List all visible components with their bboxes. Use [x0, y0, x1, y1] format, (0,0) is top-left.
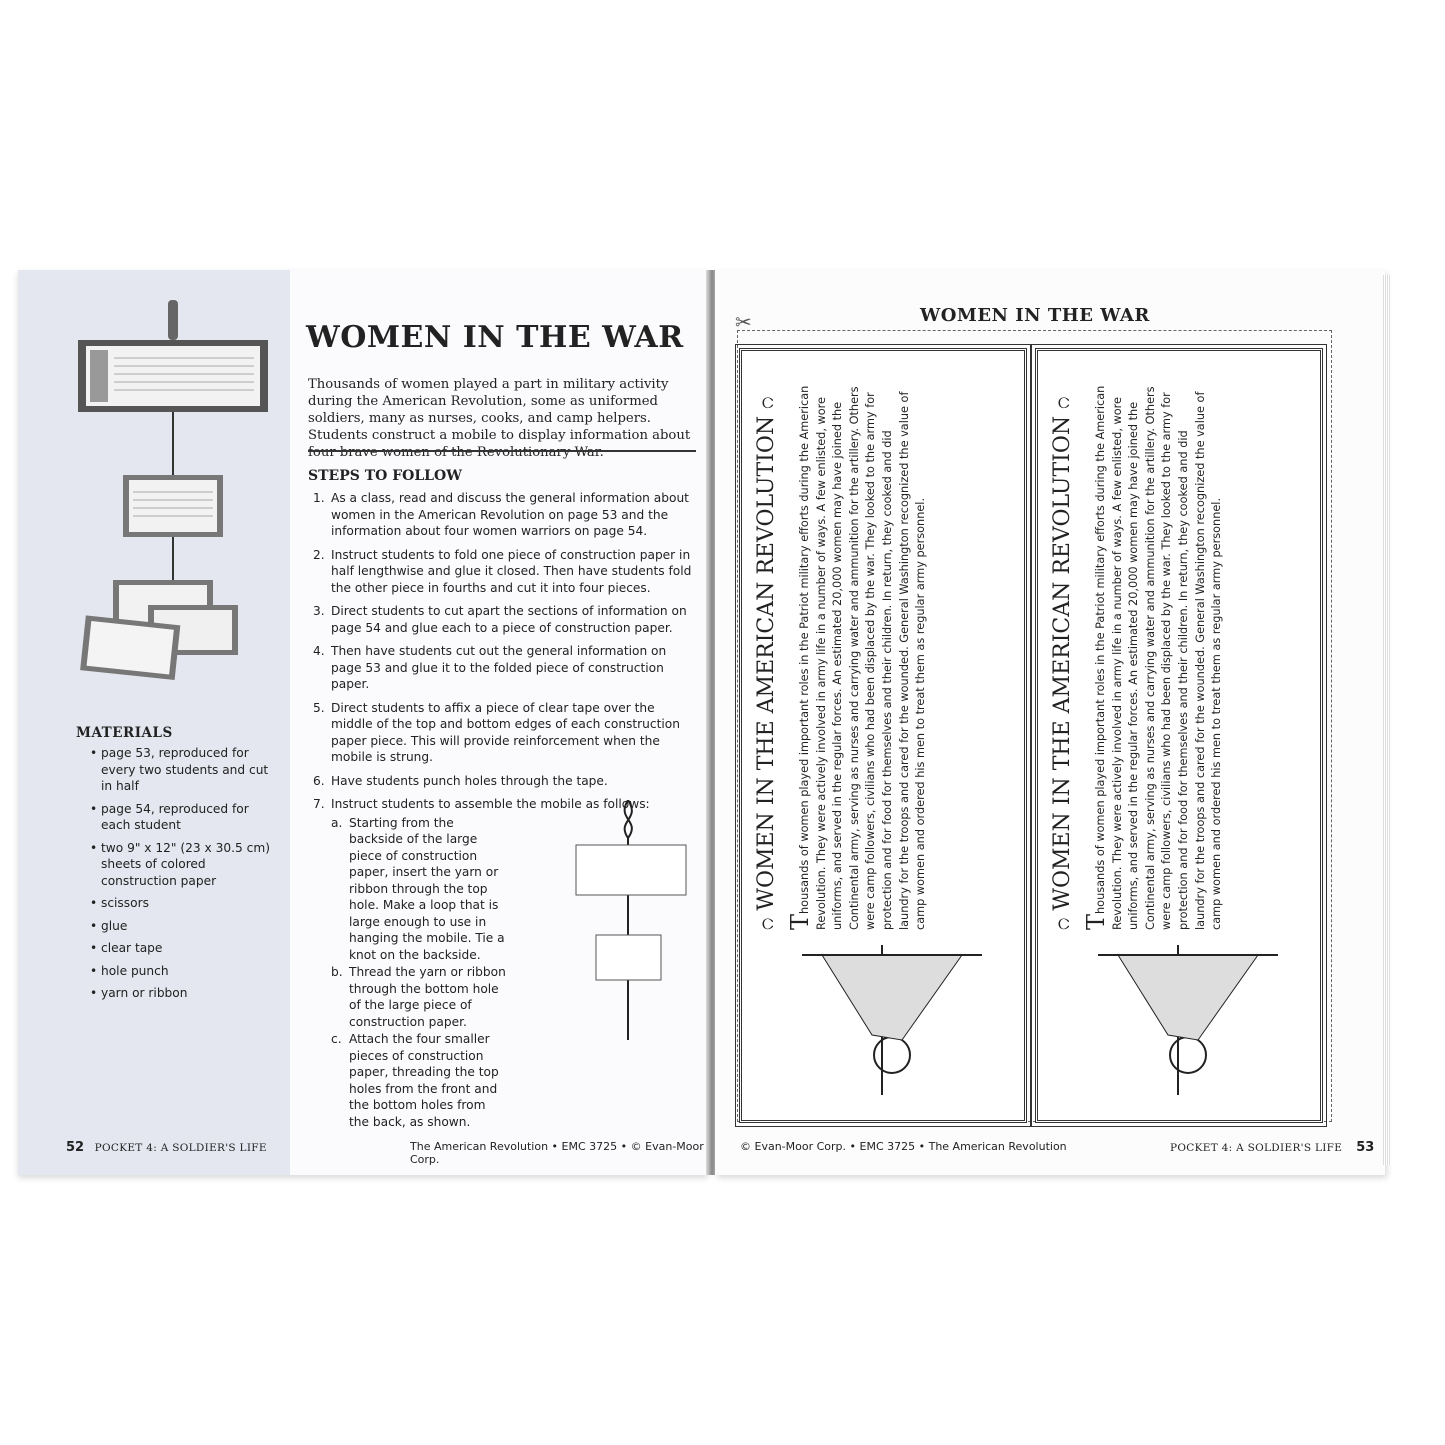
page-number: 53: [1356, 1140, 1375, 1155]
mobile-diagram: [566, 800, 696, 1050]
left-page: [18, 270, 708, 1175]
step-item: 4. Then have students cut out the general information on page 53 and glue it to the folded piece of construction paper.: [313, 644, 667, 691]
step-item: 2. Instruct students to fold one piece of construction paper in half lengthwise and glue it closed. Then have students fold the other piece in fourths and cut it into four pieces.: [313, 547, 692, 595]
woman-soldier-illustration: [1058, 940, 1298, 1105]
materials-list: [90, 745, 280, 1008]
material-item: • yarn or ribbon: [90, 985, 280, 1002]
substep-item: a. Starting from the backside of the large piece of construction paper, insert the yarn or ribbon through the top hole. Make a loop that is large enough to use in hanging the mobile. Tie a knot on the backside.: [331, 815, 505, 962]
page-title: WOMEN IN THE WAR: [920, 305, 1150, 326]
materials-heading: MATERIALS: [76, 725, 173, 741]
scissors-icon: ✂: [735, 310, 752, 334]
flourish-icon: ೧: [1050, 917, 1075, 930]
book-spread: [18, 270, 1390, 1175]
right-footer: [1170, 1140, 1374, 1155]
left-credit: The American Revolution • EMC 3725 • © Evan-Moor Corp.: [410, 1140, 704, 1166]
page-edges: [1383, 275, 1391, 1165]
right-page: [715, 270, 1385, 1175]
material-item: • hole punch: [90, 963, 280, 980]
step-item: 1. As a class, read and discuss the general information about women in the American Revolution on page 53 and the information about four women warriors on page 54.: [313, 491, 689, 538]
page-number: 52: [66, 1140, 85, 1155]
material-item: • two 9" x 12" (23 x 30.5 cm) sheets of colored construction paper: [90, 840, 280, 890]
info-card: [739, 348, 1027, 1123]
substep-item: b. Thread the yarn or ribbon through the bottom hole of the large piece of construction paper.: [331, 965, 506, 1029]
flourish-icon: ೧: [754, 396, 779, 409]
material-item: • page 53, reproduced for every two students and cut in half: [90, 745, 280, 795]
page-title: WOMEN IN THE WAR: [306, 320, 684, 355]
section-label: POCKET 4: A SOLDIER'S LIFE: [94, 1142, 267, 1154]
flourish-icon: ೧: [754, 917, 779, 930]
step-item: 5. Direct students to affix a piece of clear tape over the middle of the top and bottom edges of each construction paper piece. This will provide reinforcement when the mobile is strung.: [313, 700, 680, 764]
card-text: Thousands of women played important roles in the Patriot military efforts during the American Revolution. They were actively involved in army life in a number of ways. A few enlisted, wore uniforms, and served in the regular forces. An estimated 20,000 women may have joined the Continental army, serving as nurses and carrying water and ammunition for the artillery. Others were camp followers, civilians who had been displaced by the war. They looked to the army for protection and for food for themselves and their children. In return, they cooked and did laundry for the troops and cared for the wounded. General Washington recognized the value of camp women and ordered his men to treat them as regular army personnel.: [1082, 385, 1224, 930]
step-item: 6. Have students punch holes through the tape.: [313, 773, 608, 788]
step-item: 3. Direct students to cut apart the sections of information on page 54 and glue each to a piece of construction paper.: [313, 604, 687, 635]
section-label: POCKET 4: A SOLDIER'S LIFE: [1170, 1142, 1343, 1154]
step-item: 7. Instruct students to assemble the mobile as follows: a. Starting from the backside of the large piece of construction paper, insert the yarn or ribbon through the top hole. Make a loop that is large enough to use in hanging the mobile. Tie a knot on the backside. b. Thread the yarn or ribbon through the bottom hole of the large piece of construction paper. c. Attach the four smaller pieces of construction paper, threading the top holes from the front and the bottom holes from the back, as shown.: [313, 797, 650, 1129]
card-title: ೧ WOMEN IN THE AMERICAN REVOLUTION ೧: [754, 396, 779, 930]
material-item: • clear tape: [90, 940, 280, 957]
card-title: ೧ WOMEN IN THE AMERICAN REVOLUTION ೧: [1050, 396, 1075, 930]
flourish-icon: ೧: [1050, 396, 1075, 409]
woman-soldier-illustration: [762, 940, 1002, 1105]
info-card: [1035, 348, 1323, 1123]
substep-item: c. Attach the four smaller pieces of construction paper, threading the top holes from the front and the bottom holes from the back, as shown.: [331, 1032, 499, 1129]
mobile-photo: [68, 300, 278, 720]
right-credit: © Evan-Moor Corp. • EMC 3725 • The American Revolution: [740, 1140, 1067, 1153]
material-item: • page 54, reproduced for each student: [90, 801, 280, 834]
steps-heading: STEPS TO FOLLOW: [308, 468, 462, 484]
left-footer: [66, 1140, 267, 1155]
photo-panel: [18, 270, 290, 1175]
card-text: Thousands of women played important roles in the Patriot military efforts during the American Revolution. They were actively involved in army life in a number of ways. A few enlisted, wore uniforms, and served in the regular forces. An estimated 20,000 women may have joined the Continental army, serving as nurses and carrying water and ammunition for the artillery. Others were camp followers, civilians who had been displaced by the war. They looked to the army for protection and for food for themselves and their children. In return, they cooked and did laundry for the troops and cared for the wounded. General Washington recognized the value of camp women and ordered his men to treat them as regular army personnel.: [786, 385, 928, 930]
material-item: • glue: [90, 918, 280, 935]
divider: [308, 450, 696, 452]
substeps: [331, 815, 506, 1131]
material-item: • scissors: [90, 895, 280, 912]
intro-text: Thousands of women played a part in military activity during the American Revolution, some as uniformed soldiers, many as nurses, cooks, and camp helpers. Students construct a mobile to display information about four brave women of the Revolutionary War.: [308, 377, 691, 460]
